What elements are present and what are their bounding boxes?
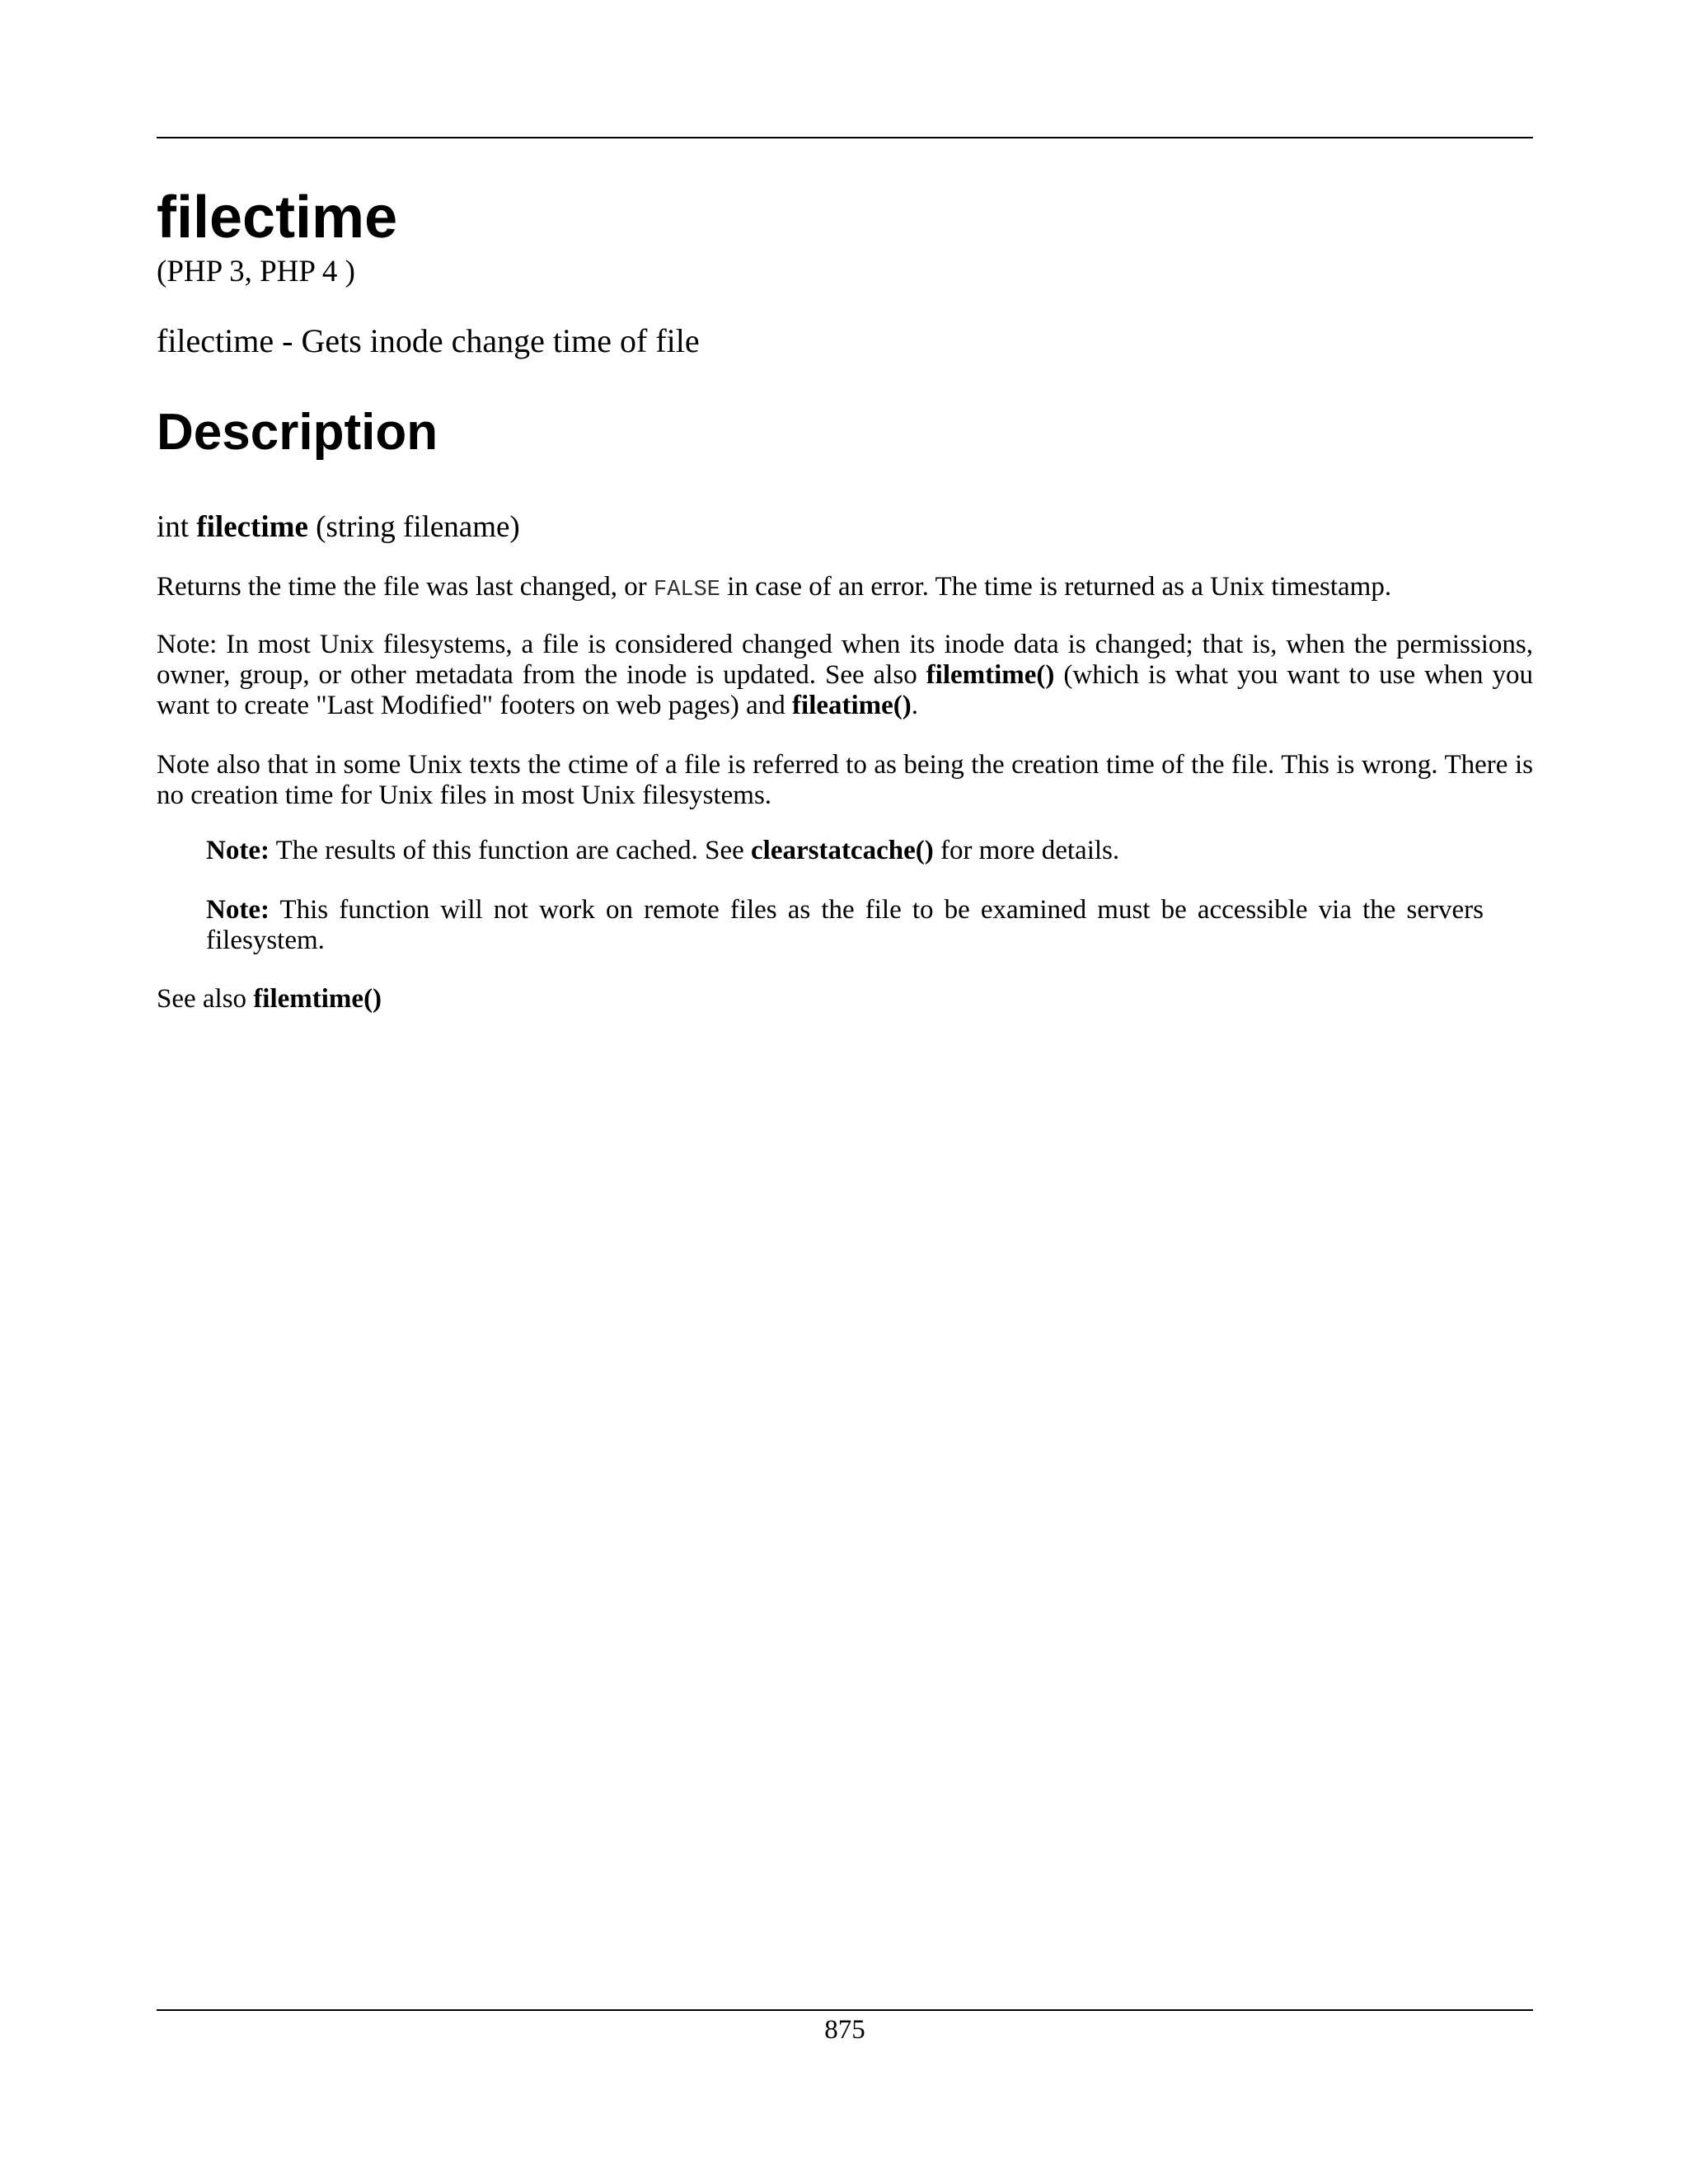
function-synopsis [157,511,520,545]
function-summary: filectime - Gets inode change time of file [157,322,700,359]
return-type: int [157,510,190,544]
false-constant: FALSE [654,578,721,602]
document-page [157,0,1533,2184]
clearstatcache-link[interactable]: clearstatcache() [751,836,934,865]
description-heading: Description [157,404,438,461]
remote-files-note: Note: This function will not work on remote files as the file to be examined must be accessible via the servers filesystem. [206,895,1484,955]
see-also-filemtime-link[interactable]: filemtime() [253,984,382,1014]
fileatime-link[interactable]: fileatime() [792,691,912,720]
filemtime-link[interactable]: filemtime() [926,660,1055,690]
page-title: filectime [157,185,398,251]
return-value-paragraph: Returns the time the file was last changed, or FALSE in case of an error. The time is returned as a Unix timestamp. [157,572,1392,602]
ctime-note-paragraph: Note also that in some Unix texts the ctime of a file is referred to as being the creation time of the file. This is wrong. There is no creation time for Unix files in most Unix filesystems. [157,750,1533,810]
top-divider [157,137,1533,138]
php-versions: (PHP 3, PHP 4 ) [157,255,355,288]
function-params: (string filename) [316,510,520,544]
note-label: Note: [206,836,270,865]
bottom-divider [157,2009,1533,2011]
cache-note: Note: The results of this function are cached. See clearstatcache() for more details. [206,836,1120,865]
see-also: See also filemtime() [157,984,382,1014]
page-number: 875 [824,2015,865,2045]
function-name: filectime [196,510,308,544]
inode-note-paragraph: Note: In most Unix filesystems, a file is considered changed when its inode data is changed; that is, when the permissions, owner, group, or other metadata from the inode is updated. See also filemtime() (which is what you want to use when you want to create "Last Modified" footers on web pages) and fileatime(). [157,630,1534,720]
note-label: Note: [206,895,270,925]
